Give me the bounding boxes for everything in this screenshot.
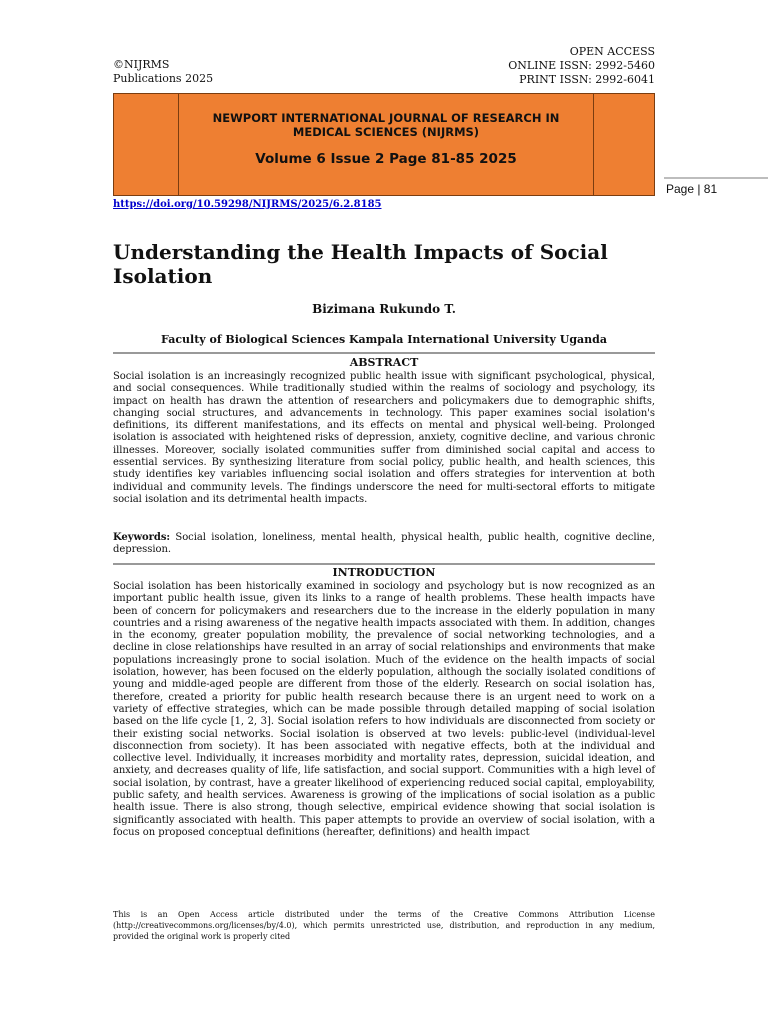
journal-title: NEWPORT INTERNATIONAL JOURNAL OF RESEARCH IN MEDICAL SCIENCES (NIJRMS) — [212, 111, 560, 139]
journal-banner-center — [178, 94, 594, 195]
introduction-text: Social isolation has been historically examined in sociology and psychology but is now recognized as an important public health issue, given its links to a range of health problems. These health impacts have been of concern for policymakers and researchers due to the increase in the elderly population in many countries and a rising awareness of the negative health impacts associated with them. In addition, changes in the economy, greater population mobility, the prevalence of social networking technologies, and a decline in close relationships have resulted in an array of social relationships and environments that make populations increasingly prone to social isolation. Much of the evidence on the health impacts of social isolation, however, has been focused on the elderly population, although the socially isolated conditions of young and middle-aged people are different from those of the elderly. Research on social isolation has, therefore, created a priority for public health research because there is an urgent need to work on a variety of effective strategies, which can be made possible through detailed mapping of social isolation based on the life cycle [1, 2, 3]. Social isolation refers to how individuals are disconnected from society or their existing social networks. Social isolation is observed at two levels: public-level (individual-level disconnection from society). It has been associated with negative effects, both at the individual and collective level. Individually, it increases morbidity and mortality rates, depression, suicidal ideation, and anxiety, and decreases quality of life, life satisfaction, and social support. Communities with a high level of social isolation, by contrast, have a greater likelihood of experiencing reduced social capital, employability, public safety, and health services. Awareness is growing of the implications of social isolation as a public health issue. There is also strong, though selective, empirical evidence showing that social isolation is significantly associated with health. This paper attempts to provide an overview of social isolation, with a focus on proposed conceptual definitions (hereafter, definitions) and health impact — [113, 581, 655, 838]
license-footer: This is an Open Access article distributed under the terms of the Creative Commons Attribution License (http://creativecommons.org/licenses/by/4.0), which permits unrestricted use, distribution, and reproduction in any medium, provided the original work is properly cited — [113, 910, 655, 941]
copyright-line: ©NIJRMS — [113, 58, 170, 71]
abstract-text: Social isolation is an increasingly recognized public health issue with significant psychological, physical, and social consequences. While traditionally studied within the realms of sociology and psychology, its impact on health has drawn the attention of researchers and policymakers due to demographic shifts, changing social structures, and advancements in technology. This paper examines social isolation's definitions, its different manifestations, and its effects on mental and physical well-being. Prolonged isolation is associated with heightened risks of depression, anxiety, cognitive decline, and various chronic illnesses. Moreover, socially isolated communities suffer from diminished social capital and access to essential services. By synthesizing literature from social policy, public health, and health sciences, this study identifies key variables influencing social isolation and offers strategies for intervention at both individual and community levels. The findings underscore the need for multi-sectoral efforts to mitigate social isolation and its detrimental health impacts. — [113, 371, 655, 505]
online-issn: ONLINE ISSN: 2992-5460 — [508, 59, 655, 72]
author-affiliation: Faculty of Biological Sciences Kampala International University Uganda — [161, 333, 607, 346]
keywords — [113, 532, 655, 557]
print-issn: PRINT ISSN: 2992-6041 — [519, 73, 655, 86]
open-access-label: OPEN ACCESS — [569, 45, 655, 58]
publisher-header — [113, 58, 213, 86]
issn-header — [508, 45, 655, 87]
abstract-heading: ABSTRACT — [349, 356, 419, 369]
page-number-box — [664, 177, 768, 201]
author-name: Bizimana Rukundo T. — [312, 302, 456, 316]
doi-link[interactable]: https://doi.org/10.59298/NIJRMS/2025/6.2.8185 — [113, 199, 382, 210]
article-title: Understanding the Health Impacts of Social Isolation — [113, 240, 608, 288]
keywords-label: Keywords: — [113, 532, 171, 543]
introduction-top-rule — [113, 563, 655, 565]
keywords-list: Social isolation, loneliness, mental health, physical health, public health, cognitive decline, depression. — [113, 532, 655, 556]
journal-banner — [113, 93, 655, 196]
publication-year: Publications 2025 — [113, 72, 214, 85]
introduction-heading: INTRODUCTION — [332, 566, 436, 579]
page-number: Page | 81 — [666, 182, 718, 196]
journal-volume: Volume 6 Issue 2 Page 81-85 2025 — [255, 151, 517, 167]
abstract-top-rule — [113, 352, 655, 354]
